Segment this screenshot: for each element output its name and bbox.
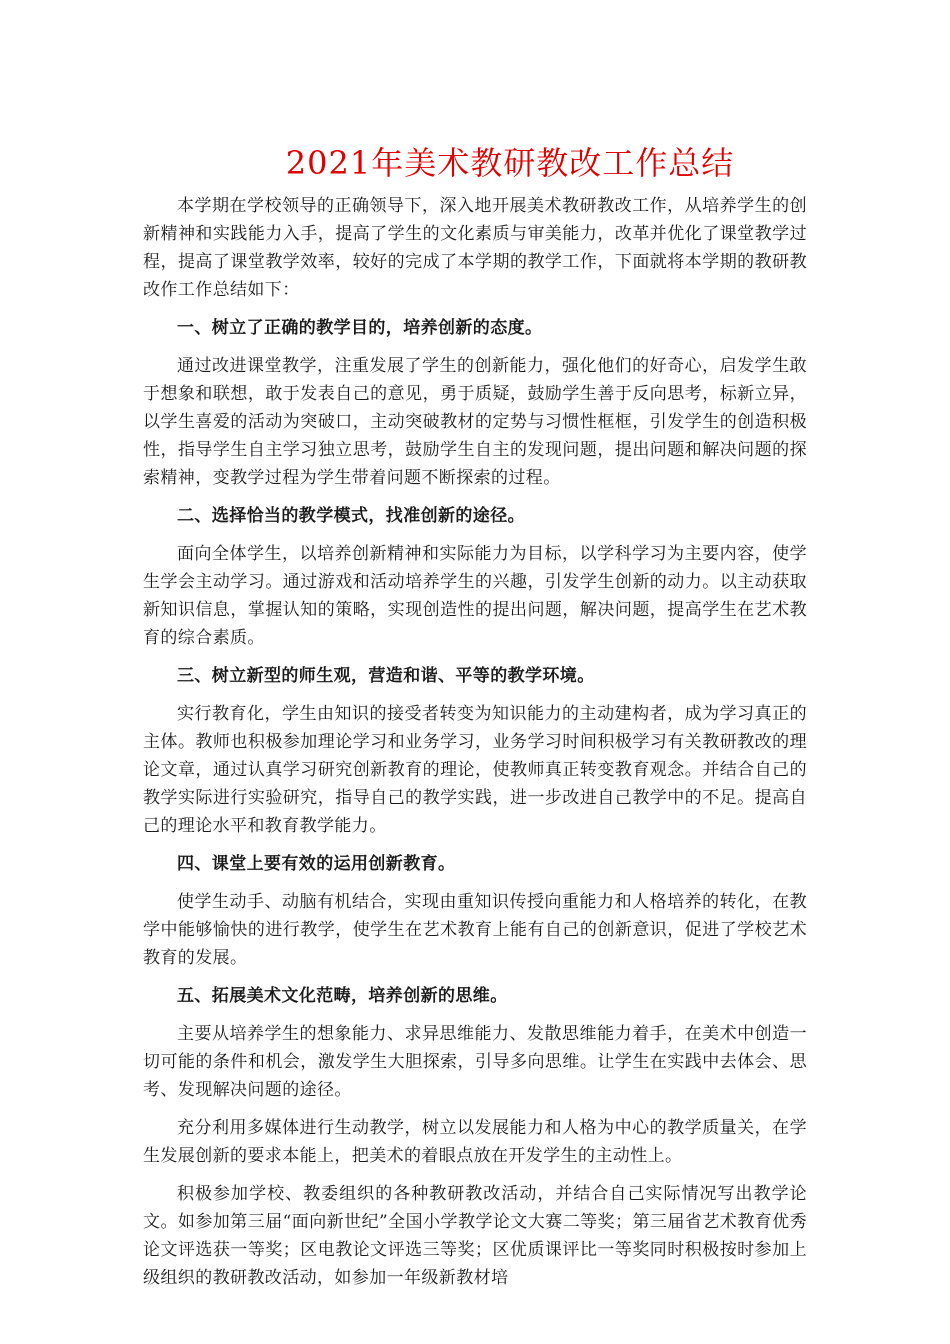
- section-2-paragraph-1: 面向全体学生，以培养创新精神和实际能力为目标，以学科学习为主要内容，使学生学会主动学习。通过游戏和活动培养学生的兴趣，引发学生创新的动力。以主动获取新知识信息，掌握认知的策略，实现创造性的提出问题，解决问题，提高学生在艺术教育的综合素质。: [143, 544, 807, 648]
- document-page: [143, 140, 807, 1292]
- section-5-paragraph-1: 主要从培养学生的想象能力、求异思维能力、发散思维能力着手，在美术中创造一切可能的条件和机会，激发学生大胆探索，引导多向思维。让学生在实践中去体会、思考、发现解决问题的途径。: [143, 1024, 807, 1100]
- section-heading-3: 三、树立新型的师生观，营造和谐、平等的教学环境。: [177, 666, 595, 686]
- section-heading-1: 一、树立了正确的教学目的，培养创新的态度。: [177, 318, 543, 338]
- section-1-paragraph-1: 通过改进课堂教学，注重发展了学生的创新能力，强化他们的好奇心，启发学生敢于想象和联想，敢于发表自己的意见，勇于质疑，鼓励学生善于反向思考，标新立异，以学生喜爱的活动为突破口，主动突破教材的定势与习惯性框框，引发学生的创造积极性，指导学生自主学习独立思考，鼓励学生自主的发现问题，提出问题和解决问题的探索精神，变教学过程为学生带着问题不断探索的过程。: [143, 356, 807, 488]
- section-5-paragraph-3: 积极参加学校、教委组织的各种教研教改活动，并结合自己实际情况写出教学论文。如参加第三届“面向新世纪”全国小学教学论文大赛二等奖；第三届省艺术教育优秀论文评选获一等奖；区电教论文评选三等奖；区优质课评比一等奖同时积极按时参加上级组织的教研教改活动，如参加一年级新教材培: [143, 1184, 807, 1288]
- section-heading-4: 四、课堂上要有效的运用创新教育。: [177, 854, 456, 874]
- section-5-paragraph-2: 充分利用多媒体进行生动教学，树立以发展能力和人格为中心的教学质量关，在学生发展创新的要求本能上，把美术的着眼点放在开发学生的主动性上。: [143, 1118, 807, 1166]
- document-title: 2021年美术教研教改工作总结: [285, 144, 735, 182]
- section-heading-2: 二、选择恰当的教学模式，找准创新的途径。: [177, 506, 525, 526]
- section-3-paragraph-1: 实行教育化，学生由知识的接受者转变为知识能力的主动建构者，成为学习真正的主体。教师也积极参加理论学习和业务学习，业务学习时间积极学习有关教研教改的理论文章，通过认真学习研究创新教育的理论，使教师真正转变教育观念。并结合自己的教学实际进行实验研究，指导自己的教学实践，进一步改进自己教学中的不足。提高自己的理论水平和教育教学能力。: [143, 704, 807, 836]
- section-heading-5: 五、拓展美术文化范畴，培养创新的思维。: [177, 986, 508, 1006]
- intro-paragraph: 本学期在学校领导的正确领导下，深入地开展美术教研教改工作，从培养学生的创新精神和实践能力入手，提高了学生的文化素质与审美能力，改革并优化了课堂教学过程，提高了课堂教学效率，较好的完成了本学期的教学工作，下面就将本学期的教研教改作工作总结如下：: [143, 196, 807, 300]
- section-4-paragraph-1: 使学生动手、动脑有机结合，实现由重知识传授向重能力和人格培养的转化，在教学中能够愉快的进行教学，使学生在艺术教育上能有自己的创新意识，促进了学校艺术教育的发展。: [143, 892, 807, 968]
